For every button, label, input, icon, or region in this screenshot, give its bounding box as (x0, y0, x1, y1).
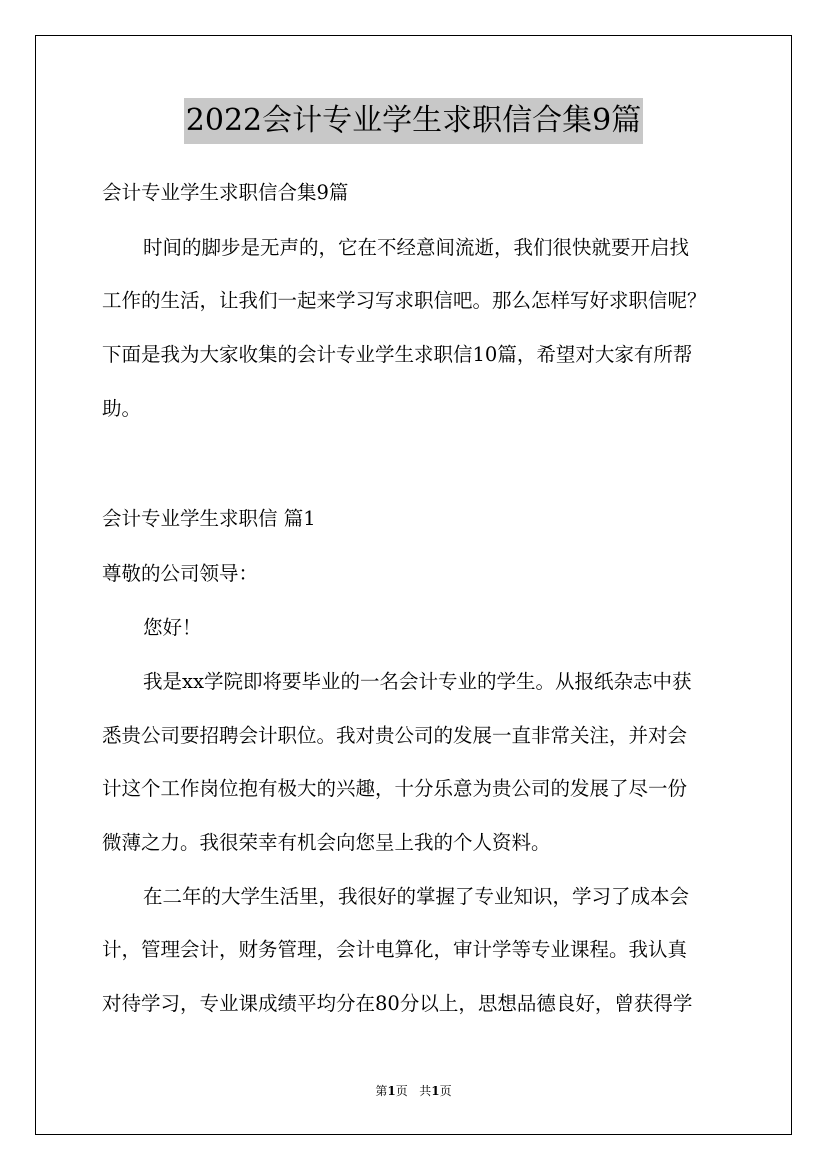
title-container (0, 98, 827, 144)
paragraph-line: 对待学习，专业课成绩平均分在80分以上，思想品德良好，曾获得学 (102, 992, 693, 1015)
paragraph-line: 助。 (102, 397, 142, 420)
paragraph-line: 计这个工作岗位抱有极大的兴趣，十分乐意为贵公司的发展了尽一份 (102, 777, 688, 800)
document-title: 2022会计专业学生求职信合集9篇 (184, 98, 643, 144)
paragraph-line: 时间的脚步是无声的，它在不经意间流逝，我们很快就要开启找 (143, 236, 690, 259)
paragraph-line: 微薄之力。我很荣幸有机会向您呈上我的个人资料。 (102, 831, 551, 854)
footer-page-mid: 页 共 (395, 1084, 432, 1098)
paragraph-line: 计，管理会计，财务管理，会计电算化，审计学等专业课程。我认真 (102, 938, 688, 961)
paragraph-line: 我是xx学院即将要毕业的一名会计专业的学生。从报纸杂志中获 (143, 670, 692, 693)
paragraph-line: 悉贵公司要招聘会计职位。我对贵公司的发展一直非常关注，并对会 (102, 724, 688, 747)
paragraph-line: 在二年的大学生活里，我很好的掌握了专业知识，学习了成本会 (143, 885, 690, 908)
paragraph-line: 工作的生活，让我们一起来学习写求职信吧。那么怎样写好求职信呢？ (102, 289, 707, 312)
salutation: 尊敬的公司领导： (102, 562, 259, 585)
footer-page-prefix: 第 (375, 1084, 388, 1098)
footer-page-total: 1 (431, 1084, 440, 1098)
greeting: 您好！ (143, 616, 202, 639)
paragraph-line: 下面是我为大家收集的会计专业学生求职信10篇，希望对大家有所帮 (102, 343, 693, 366)
section-heading: 会计专业学生求职信 篇1 (102, 507, 316, 530)
footer-page-suffix: 页 (439, 1084, 452, 1098)
doc-subtitle: 会计专业学生求职信合集9篇 (102, 181, 349, 204)
footer-page-number: 1 (387, 1084, 396, 1098)
page-footer (0, 1082, 827, 1099)
